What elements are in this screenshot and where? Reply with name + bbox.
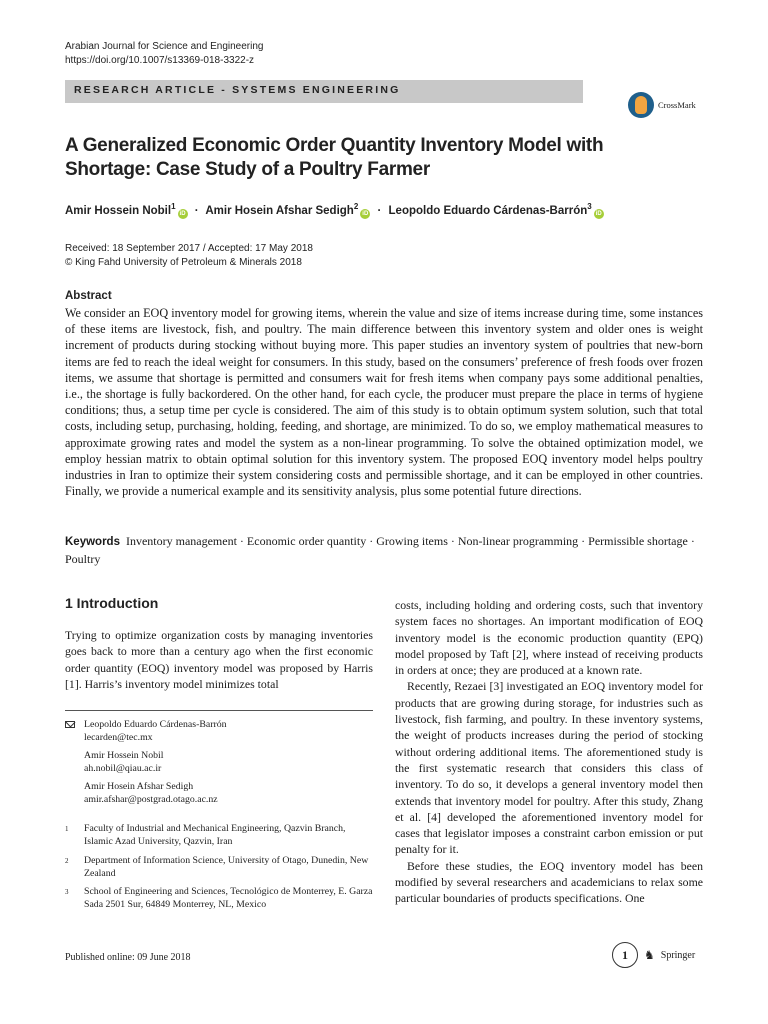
university-seal-icon: 1	[612, 942, 638, 968]
contact-email[interactable]: lecarden@tec.mx	[84, 731, 153, 743]
author-name: Amir Hossein Nobil	[65, 204, 172, 217]
contact-entry	[65, 750, 227, 775]
affiliation-number: 3	[65, 888, 69, 896]
abstract-heading: Abstract	[65, 290, 112, 302]
affiliation	[65, 823, 375, 848]
envelope-icon	[65, 721, 75, 728]
journal-info	[65, 40, 263, 68]
article-type-label: RESEARCH ARTICLE - SYSTEMS ENGINEERING	[74, 84, 401, 96]
contact-name: Amir Hosein Afshar Sedigh	[84, 781, 194, 792]
intro-paragraph: costs, including holding and ordering costs, such that inventory system faces no shortages. An important modification of EOQ inventory model is the economic production quantity (EPQ) model proposed by Taft [2], where instead of receiving products in orders at once; they are produced at a known rate.	[395, 598, 703, 678]
crossmark-badge[interactable]	[628, 92, 696, 118]
contact-name: Leopoldo Eduardo Cárdenas-Barrón	[84, 719, 227, 730]
crossmark-label: CrossMark	[658, 100, 696, 110]
affiliation-text: School of Engineering and Sciences, Tecnológico de Monterrey, E. Garza Sada 2501 Sur, 64849 Monterrey, NL, Mexico	[84, 886, 373, 910]
correspondence-block	[65, 719, 227, 812]
author-affiliation-marker: 3	[587, 202, 592, 211]
orcid-icon[interactable]: iD	[362, 210, 369, 217]
body-column-right	[395, 597, 703, 907]
publisher-logos	[612, 942, 695, 968]
affiliation	[65, 886, 375, 911]
published-online: Published online: 09 June 2018	[65, 952, 191, 963]
keywords-label: Keywords	[65, 536, 120, 548]
contact-entry	[65, 719, 227, 744]
intro-paragraph: Recently, Rezaei [3] investigated an EOQ inventory model for products that are growing during storage, for industries such as livestock, fish farming, and poultry. In these inventory systems, the weight of products increases during the period of stocking without ordering additional items. The aforementioned study is the first systematic research that considers this class of inventory. To do so, it develops a general inventory model then extends that inventory model for poultry. After this study, Zhang et al. [4] developed the aforementioned inventory model for cases that legislator imposes a constraint carbon emission or put penalty for it.	[395, 679, 703, 857]
contact-name: Amir Hossein Nobil	[84, 750, 164, 761]
article-type-banner	[65, 80, 583, 103]
keywords	[65, 533, 703, 567]
orcid-icon[interactable]: iD	[179, 210, 186, 217]
footnote-divider	[65, 710, 373, 711]
contact-entry	[65, 781, 227, 806]
affiliation-text: Department of Information Science, University of Otago, Dunedin, New Zealand	[84, 855, 369, 879]
journal-name: Arabian Journal for Science and Engineering	[65, 41, 264, 52]
author-affiliation-marker: 1	[171, 202, 176, 211]
author-list: Amir Hossein Nobil$^1$iD · Amir Hosein Afshar Sedigh$^2$iD · Leopoldo Eduardo Cárdenas-Barrón$^3$iD	[65, 202, 602, 217]
affiliation-number: 2	[65, 857, 69, 865]
author-name: Amir Hosein Afshar Sedigh	[205, 204, 354, 217]
orcid-icon[interactable]: iD	[595, 210, 602, 217]
article-dates	[65, 242, 313, 270]
author-affiliation-marker: 2	[353, 202, 359, 211]
contact-email[interactable]: amir.afshar@postgrad.otago.ac.nz	[84, 793, 218, 805]
crossmark-icon	[628, 92, 654, 118]
intro-paragraph: Trying to optimize organization costs by managing inventories goes back to more than a century ago when the first economic order quantity (EOQ) inventory model was proposed by Harris [1]. Harris’s inventory model minimizes total	[65, 628, 373, 691]
affiliation-number: 1	[65, 825, 69, 833]
contact-email[interactable]: ah.nobil@qiau.ac.ir	[84, 762, 162, 774]
author-name: Leopoldo Eduardo Cárdenas-Barrón	[388, 204, 588, 217]
journal-doi[interactable]: https://doi.org/10.1007/s13369-018-3322-z	[65, 55, 255, 66]
received-accepted: Received: 18 September 2017 / Accepted: 17 May 2018	[65, 243, 313, 254]
section-heading: 1 Introduction	[65, 595, 159, 611]
intro-paragraph: Before these studies, the EOQ inventory model has been modified by several researchers and academicians to relax some particular boundaries of products specifications. One	[395, 858, 703, 906]
body-column-left	[65, 627, 373, 692]
abstract-text: We consider an EOQ inventory model for growing items, wherein the value and size of items increase during time, some instances of these items are livestock, fish, and poultry. The main difference between this inventory system and older ones is weight increment of products during stocking without buying more. This paper studies an inventory system of poultries that new-born items are fed to reach the ideal weight for consumers. In this study, based on the consumers’ preference of fresh foods over frozen items, we assume that shortage is permitted and consumers wait for fresh items when company pays some additional penalties, i.e., the shortage is fully backordered. On the other hand, for each cycle, the producer must prepare the place in terms of hygiene conditions; thus, a setup time per cycle is considered. The aim of this study is to obtain optimum system solution, such that total costs, including setup, purchasing, holding, feeding, and shortage, are minimized. To do so, we employ mathematical measures to approximate growing rates and model the system as a non-linear programming. To solve the obtained optimization model, we employ hessian matrix to obtain optimal solution for this inventory system. The proposed EOQ inventory model helps poultry industries in Iran to optimize their system considering costs and permissible shortage, and it can be employed in other countries. Finally, we provide a numerical example and its sensitivity analysis, plus some potential future directions.	[65, 306, 703, 499]
paper-title: A Generalized Economic Order Quantity Inventory Model with Shortage: Case Study of a Poultry Farmer	[65, 135, 604, 180]
keywords-text: Inventory management · Economic order quantity · Growing items · Non-linear programming · Permissible shortage · Poultry	[65, 534, 695, 566]
springer-horse-icon: ♞	[644, 947, 655, 962]
affiliation	[65, 855, 375, 880]
publisher-name: Springer	[660, 949, 696, 961]
affiliation-text: Faculty of Industrial and Mechanical Engineering, Qazvin Branch, Islamic Azad University, Qazvin, Iran	[84, 823, 346, 847]
copyright-line: © King Fahd University of Petroleum & Minerals 2018	[65, 257, 302, 268]
